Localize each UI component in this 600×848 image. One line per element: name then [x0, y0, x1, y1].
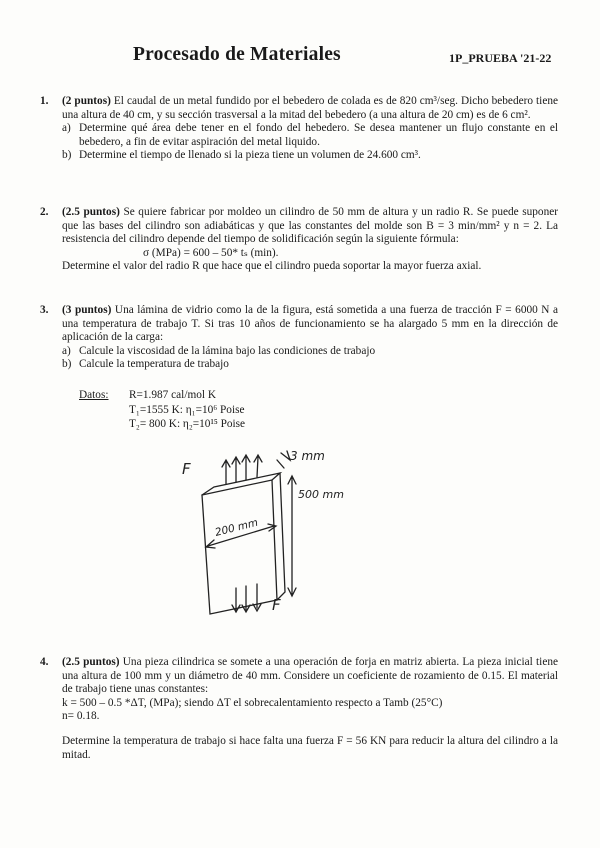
sheet-front-face	[202, 480, 277, 614]
question-ask: Determine la temperatura de trabajo si hace falta una fuerza F = 56 KN para reducir la altura del cilindro a la mitad.	[62, 734, 558, 761]
subquestion-text: Calcule la temperatura de trabajo	[79, 358, 229, 371]
question-statement	[62, 206, 558, 247]
question-2	[40, 206, 559, 274]
subquestion-label: b)	[62, 358, 72, 371]
page-title: Procesado de Materiales	[133, 44, 341, 65]
height-label: 500 mm	[298, 488, 344, 501]
up-arrow-icon	[232, 457, 240, 482]
question-points: (2 puntos)	[62, 95, 111, 107]
subquestion-a	[62, 122, 558, 149]
question-number: 4.	[40, 656, 49, 668]
subquestion-b	[62, 358, 558, 372]
question-number: 2.	[40, 206, 49, 218]
glass-sheet-figure	[180, 440, 380, 620]
up-arrow-icon	[222, 460, 230, 484]
subquestion-label: a)	[62, 122, 71, 135]
thickness-arrow	[277, 451, 290, 468]
exam-code: 1P_PRUEBA '21-22	[449, 51, 552, 65]
subquestion-b	[62, 149, 558, 163]
question-points: (3 puntos)	[62, 304, 112, 316]
question-text: El caudal de un metal fundido por el bebedero de colada es de 820 cm³/seg. Dicho bebedero tiene una altura de 40 cm, y su sección trasversal a la mitad del bebedero (a una altura de 20 cm) es de 6 cm².	[62, 95, 558, 121]
data-label: Datos:	[79, 389, 109, 401]
up-arrow-icon	[242, 455, 250, 480]
question-4	[40, 656, 558, 762]
sheet-top-face	[202, 473, 280, 495]
sheet-side-face	[277, 473, 285, 600]
force-top-label: F	[182, 460, 191, 478]
question-3	[40, 304, 559, 372]
strength-formula: σ (MPa) = 600 – 50* tₛ (min).	[143, 246, 279, 259]
thickness-label: 3 mm	[290, 449, 325, 463]
subquestion-text: Determine qué área debe tener en el fondo del hebedero. Se desea mantener un flujo constante en el bebedero, a fin de evitar aspiración del metal liquido.	[79, 122, 558, 148]
data-line: T₁=1555 K: η₁=10⁶ Poise	[129, 403, 245, 416]
question-statement	[62, 304, 558, 345]
question-number: 1.	[40, 95, 49, 107]
question-1	[40, 95, 558, 163]
subquestion-label: b)	[62, 149, 72, 162]
question-statement	[62, 95, 558, 122]
height-dimension-arrow	[288, 476, 296, 596]
question-number: 3.	[40, 304, 49, 316]
question-statement	[62, 656, 558, 697]
question-ask: Determine el valor del radio R que hace que el cilindro pueda soportar la mayor fuerza axial.	[62, 260, 482, 273]
data-line: R=1.987 cal/mol K	[129, 389, 217, 401]
force-bottom-label: F	[272, 596, 281, 614]
question-points: (2.5 puntos)	[62, 206, 120, 218]
up-arrow-icon	[254, 455, 262, 477]
data-values	[129, 388, 245, 432]
question-points: (2.5 puntos)	[62, 656, 120, 668]
width-label: 200 mm	[213, 516, 260, 539]
question-text: Una lámina de vidrio como la de la figura, está sometida a una fuerza de tracción F = 6000 N a una temperatura de trabajo T. Si tras 10 años de funcionamiento se ha alargado 5 mm en la dirección de aplicación de la carga:	[62, 304, 559, 344]
subquestion-text: Calcule la viscosidad de la lámina bajo las condiciones de trabajo	[79, 344, 376, 357]
n-constant-line: n= 0.18.	[62, 710, 100, 723]
data-line: T₂= 800 K: η₂=10¹⁵ Poise	[129, 418, 246, 430]
question-text: Una pieza cilindrica se somete a una operación de forja en matriz abierta. La pieza inicial tiene una altura de 100 mm y un diámetro de 40 mm. Considere un coeficiente de rozamiento de 0.15. El material de trabajo tiene unas constantes:	[62, 656, 558, 696]
subquestion-a	[62, 345, 558, 359]
subquestion-text: Determine el tiempo de llenado si la pieza tiene un volumen de 24.600 cm³.	[79, 149, 421, 162]
k-constant-line: k = 500 – 0.5 *ΔT, (MPa); siendo ΔT el sobrecalentamiento respecto a Tamb (25°C)	[62, 696, 443, 709]
subquestion-label: a)	[62, 344, 71, 357]
question-text: Se quiere fabricar por moldeo un cilindro de 50 mm de altura y un radio R. Se puede suponer que las bases del cilindro son adiabáticas y que las constantes del molde son B = 3 min/mm² y n = 2. La resistencia del cilindro depende del tiempo de solidificación según la siguiente fórmula:	[62, 206, 559, 246]
